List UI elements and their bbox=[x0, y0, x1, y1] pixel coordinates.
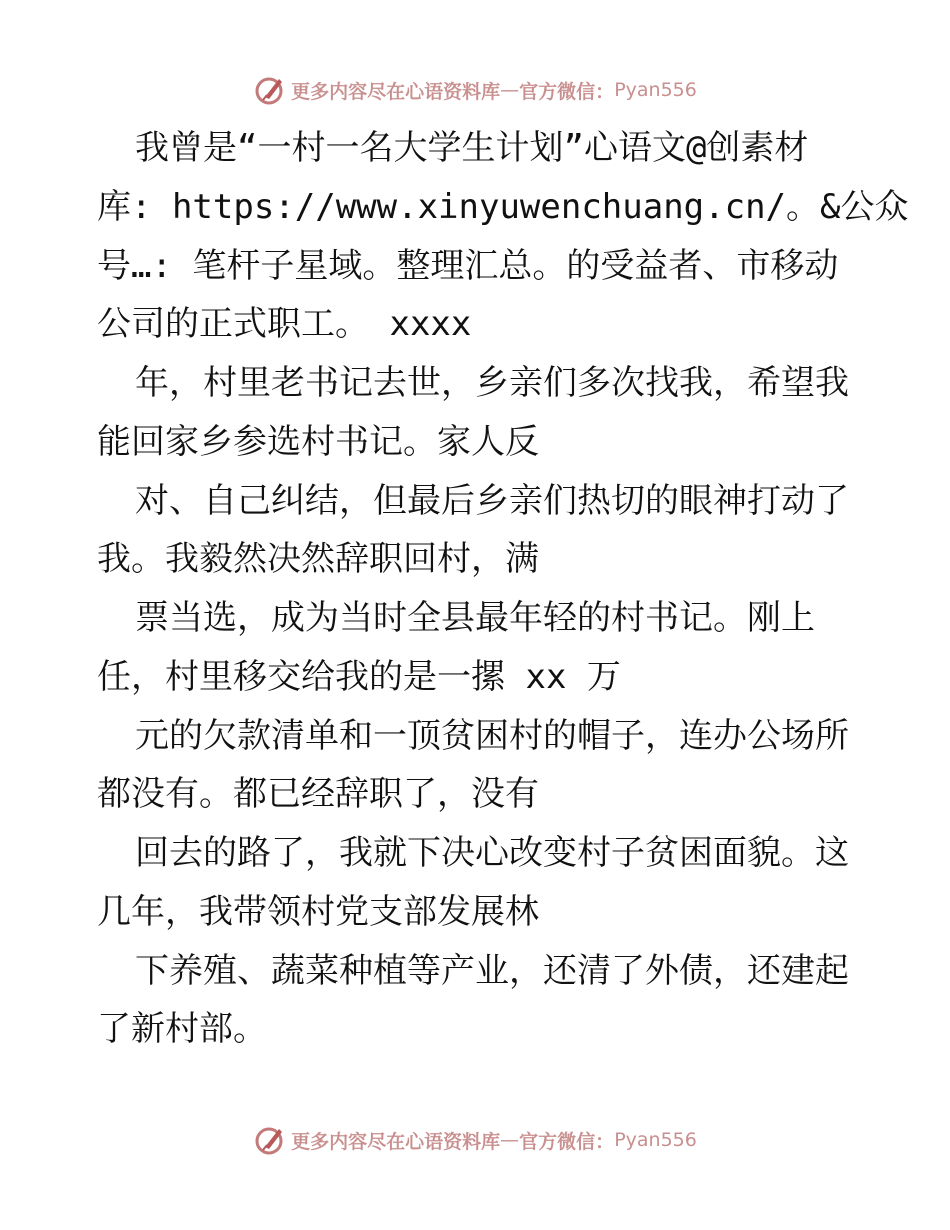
text-line: 都没有。都已经辞职了，没有 bbox=[97, 774, 539, 814]
text-line: 任，村里移交给我的是一摞 xx 万 bbox=[97, 657, 621, 697]
text-line: 回去的路了，我就下决心改变村子贫困面貌。这 bbox=[135, 833, 849, 873]
header-brand-text: 更多内容尽在心语资料库 bbox=[291, 80, 501, 103]
text-line: 几年，我带领村党支部发展林 bbox=[97, 892, 539, 932]
text-line: 年，村里老书记去世，乡亲们多次找我，希望我 bbox=[135, 363, 849, 403]
text-line: 号…: 笔杆子星域。整理汇总。的受益者、市移动 bbox=[97, 246, 839, 286]
text-line: 了新村部。 bbox=[97, 1009, 267, 1049]
header-wechat-id: Pyan556 bbox=[614, 79, 697, 101]
header-wechat-label: 官方微信： bbox=[519, 80, 615, 103]
footer-wechat-label: 官方微信： bbox=[519, 1130, 615, 1153]
text-line: 能回家乡参选村书记。家人反 bbox=[97, 422, 539, 462]
quill-logo-icon bbox=[253, 1123, 287, 1157]
text-line: 票当选，成为当时全县最年轻的村书记。刚上 bbox=[135, 598, 815, 638]
footer-brand-text: 更多内容尽在心语资料库 bbox=[291, 1130, 501, 1153]
text-line: 我曾是“一村一名大学生计划”心语文@创素材 bbox=[135, 128, 809, 168]
text-line: 我。我毅然决然辞职回村，满 bbox=[97, 539, 539, 579]
footer-banner bbox=[0, 1120, 950, 1160]
footer-wechat-id: Pyan556 bbox=[614, 1129, 697, 1151]
text-line: 元的欠款清单和一顶贫困村的帽子，连办公场所 bbox=[135, 716, 849, 756]
text-line: 公司的正式职工。 xxxx bbox=[97, 304, 472, 344]
text-line: 库: https://www.xinyuwenchuang.cn/。&公众 bbox=[97, 187, 909, 227]
text-line: 对、自己纠结，但最后乡亲们热切的眼神打动了 bbox=[135, 481, 849, 521]
header-dash: — bbox=[500, 79, 520, 101]
text-line: 下养殖、蔬菜种植等产业，还清了外债，还建起 bbox=[135, 951, 849, 991]
footer-dash: — bbox=[500, 1129, 520, 1151]
